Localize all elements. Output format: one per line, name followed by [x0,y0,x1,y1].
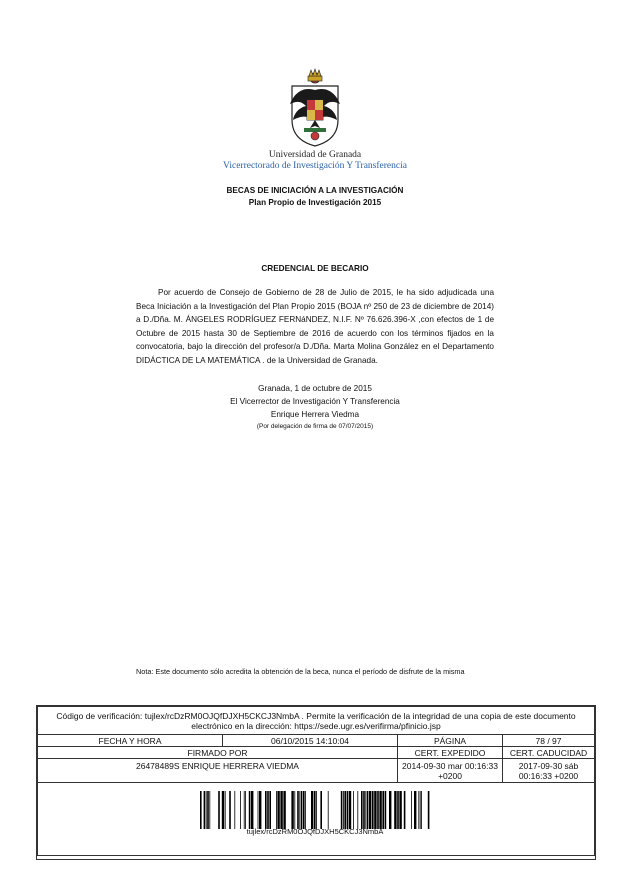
barcode-bar [280,791,282,829]
barcode-bar [404,791,406,829]
barcode-bar [343,791,344,829]
barcode-bar [245,791,246,829]
barcode-bar [311,791,313,829]
barcode-bar [259,791,261,829]
barcode-bar [377,791,379,829]
barcode-bar [382,791,384,829]
barcode-bar [269,791,271,829]
barcode-bar [414,791,416,829]
barcode-bar [316,791,317,829]
barcode-bar [225,791,226,829]
university-crest-logo [284,64,346,148]
barcode-bar [418,791,419,829]
signature-delegation: (Por delegación de firma de 07/07/2015) [256,423,374,430]
barcode-bar [341,791,343,829]
barcode-bar [379,791,381,829]
fecha-label: FECHA Y HORA [38,735,223,747]
fecha-value: 06/10/2015 14:10:04 [223,735,398,747]
barcode-bar [421,791,422,829]
barcode-bar [344,791,346,829]
barcode-image [200,791,430,829]
barcode-bar [251,791,253,829]
barcode-bar [209,791,210,829]
barcode-bar [374,791,376,829]
barcode-bar [244,791,245,829]
barcode-bar [314,791,316,829]
barcode-bar [320,791,322,829]
barcode-bar [428,791,430,829]
barcode-bar [361,791,363,829]
barcode-bar [249,791,251,829]
barcode-bar [283,791,285,829]
university-name: Universidad de Granada [268,150,362,160]
barcode-bar [365,791,366,829]
firmado-value: 26478489S ENRIQUE HERRERA VIEDMA [38,759,398,783]
barcode-bar [394,791,396,829]
firmado-label: FIRMADO POR [38,747,398,759]
barcode-bar [207,791,209,829]
barcode-bar [353,791,354,829]
caducidad-value: 2017-09-30 sáb 00:16:33 +0200 [503,759,595,783]
barcode-bar [328,791,329,829]
barcode-bar [276,791,277,829]
barcode-bar [372,791,374,829]
expedido-value: 2014-09-30 mar 00:16:33 +0200 [398,759,503,783]
signature-role: El Vicerrector de Investigación Y Transferencia [230,397,400,406]
document-subtitle: Plan Propio de Investigación 2015 [248,198,382,207]
signature-name: Enrique Herrera Viedma [270,410,360,419]
credential-paragraph: Por acuerdo de Consejo de Gobierno de 28 de Julio de 2015, le ha sido adjudicada una Beca Iniciación a la Investigación del Plan Propio 2015 (BOJA nº 250 de 23 de diciembre de 2014) a D./Dña. M. ÁNGELES RODRÍGUEZ FERNáNDEZ, N.I.F. Nº 76.626.396-X ,con efectos de 1 de Octubre de 2015 hasta 30 de Septiembre de 2016 de acuerdo con los términos fijados en la convocatoria, bajo la dirección del profesor/a D./Dña. Marta Molina González en el Departamento DIDÁCTICA DE LA MATEMÁTICA . de la Universidad de Granada. [136,288,494,365]
barcode-bar [301,791,303,829]
barcode-bar [389,791,391,829]
barcode-label: tujlex/rcDzRM0OJQfDJXH5CKCJ3NmbA [246,827,384,836]
barcode-bar [363,791,365,829]
caducidad-label: CERT. CADUCIDAD [503,747,595,759]
barcode-bar [218,791,220,829]
barcode-bar [397,791,399,829]
barcode-bar [206,791,207,829]
barcode-bar [204,791,206,829]
barcode-bar [347,791,349,829]
vicerrectorado-name: Vicerrectorado de Investigación Y Transferencia [223,161,407,171]
barcode-bar [385,791,387,829]
pagina-value: 78 / 97 [503,735,595,747]
credential-heading: CREDENCIAL DE BECARIO [261,264,369,273]
barcode-bar [200,791,202,829]
barcode-bar [294,791,295,829]
barcode-bar [349,791,351,829]
expedido-label: CERT. EXPEDIDO [398,747,503,759]
barcode-bar [411,791,412,829]
verification-table [36,705,596,860]
barcode-bar [399,791,401,829]
barcode-bar [265,791,267,829]
barcode-bar [240,791,241,829]
barcode-bar [222,791,224,829]
barcode-bar [258,791,259,829]
barcode-bar [229,791,231,829]
barcode-bar [277,791,279,829]
document-note: Nota: Este documento sólo acredita la obtención de la beca, nunca el período de disfrute de la misma [136,667,465,676]
barcode-bar [267,791,269,829]
barcode-bar [357,791,358,829]
barcode-bar [234,791,235,829]
verification-code-cell: Código de verificación: tujlex/rcDzRM0OJQfDJXH5CKCJ3NmbA . Permite la verificación de la integridad de una copia de este documento electrónico en la dirección: https://sede.ugr.es/verifirma/pfinicio.jsp [38,707,595,735]
barcode-bar [420,791,421,829]
pagina-label: PÁGINA [398,735,503,747]
barcode-bar [303,791,305,829]
barcode-bar [291,791,293,829]
signature-place-date: Granada, 1 de octubre de 2015 [258,384,372,393]
document-title: BECAS DE INICIACIÓN A LA INVESTIGACIÓN [226,186,404,195]
barcode-bar [367,791,369,829]
barcode-bar [297,791,299,829]
barcode-bar [305,791,306,829]
barcode-bar [369,791,371,829]
barcode-bar [299,791,300,829]
credential-body [136,286,494,368]
